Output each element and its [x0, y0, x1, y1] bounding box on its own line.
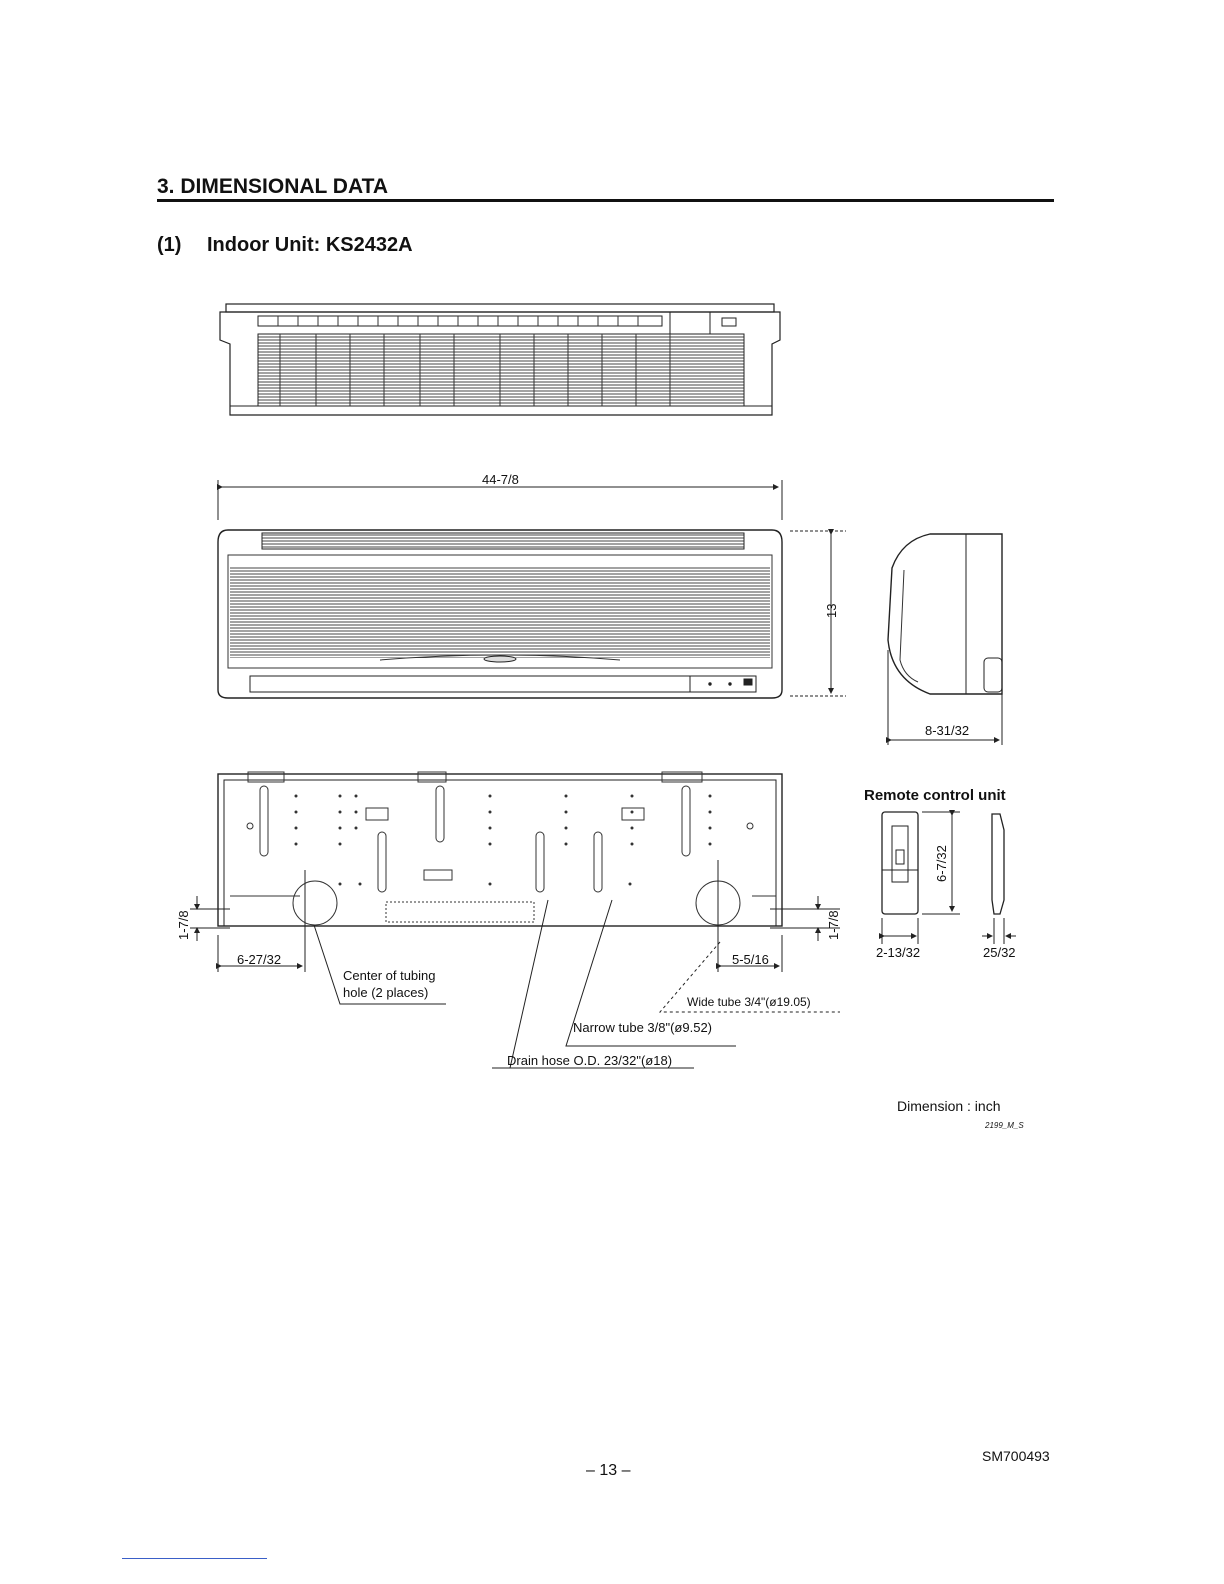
overall-width-label: 44-7/8: [482, 472, 519, 487]
left-tubing-offset-label: 6-27/32: [237, 952, 282, 967]
front-view: [218, 480, 846, 698]
subsection-label: Indoor Unit: KS2432A: [207, 234, 413, 256]
subsection-number: (1): [157, 234, 182, 256]
remote-control-drawing: [882, 812, 1016, 944]
document-number: SM700493: [982, 1448, 1050, 1464]
section-title: 3. DIMENSIONAL DATA: [157, 175, 389, 198]
remote-height-label: 6-7/32: [934, 845, 949, 882]
tubing-center-callout-line1: Center of tubing: [343, 968, 436, 983]
left-tubing-height-label: 1-7/8: [176, 910, 191, 940]
narrow-tube-callout: Narrow tube 3/8"(ø9.52): [573, 1020, 713, 1035]
page-number: – 13 –: [586, 1462, 631, 1479]
rear-view: [190, 772, 840, 1068]
wide-tube-callout: Wide tube 3/4"(ø19.05): [687, 995, 811, 1009]
dimension-unit-note: Dimension : inch: [897, 1098, 1001, 1114]
depth-label: 8-31/32: [925, 723, 970, 738]
remote-width-label: 2-13/32: [876, 945, 921, 960]
drain-hose-callout: Drain hose O.D. 23/32"(ø18): [507, 1053, 673, 1068]
remote-control-title: Remote control unit: [864, 787, 1006, 804]
remote-thickness-label: 25/32: [983, 945, 1016, 960]
drawing-code: 2199_M_S: [985, 1121, 1024, 1130]
right-tubing-offset-label: 5-5/16: [732, 952, 769, 967]
right-tubing-height-label: 1-7/8: [826, 910, 841, 940]
height-label: 13: [824, 603, 839, 618]
footer-rule: [122, 1558, 267, 1559]
tubing-center-callout-line2: hole (2 places): [343, 985, 429, 1000]
side-view: [888, 534, 1002, 745]
top-view: [220, 304, 780, 415]
